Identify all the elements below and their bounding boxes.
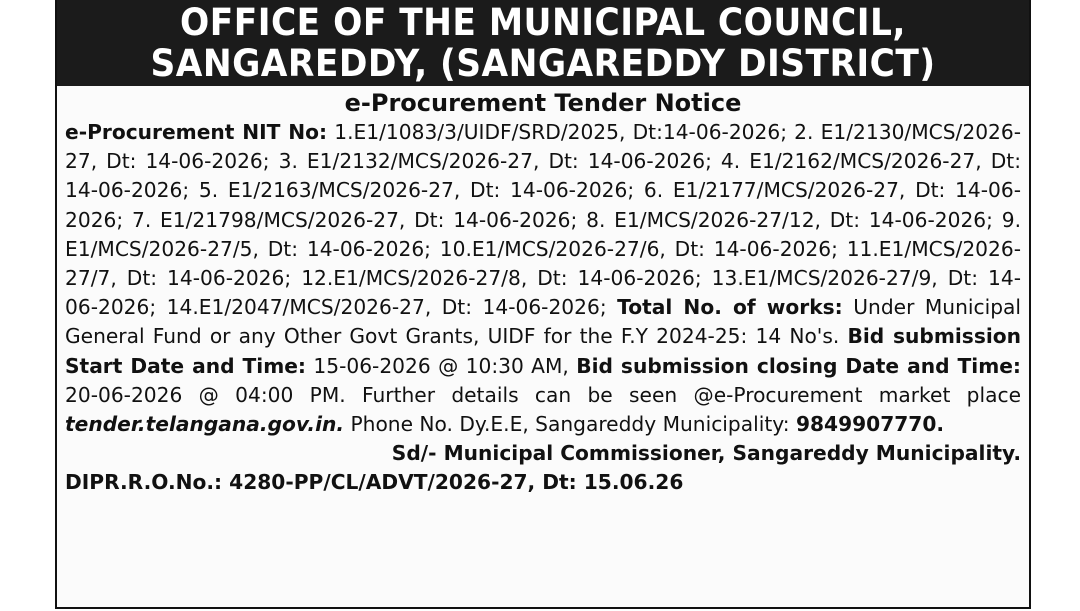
tender-notice (55, 0, 1031, 609)
bid-start-value: 15-06-2026 @ 10:30 AM, (313, 353, 569, 378)
bid-start-label: Bid submission Start Date and Time: (65, 324, 1021, 378)
works-text: Under Municipal General Fund or any Other Govt Grants, UIDF for the F.Y 2024-25: 14 No's. (65, 295, 1021, 349)
phone-number: 9849907770. (795, 412, 945, 437)
office-heading-line1: OFFICE OF THE MUNICIPAL COUNCIL, (180, 1, 906, 44)
bid-closing-value: 20-06-2026 @ 04:00 PM. Further details can be seen @e-Procurement market place (65, 382, 1021, 407)
notice-title: e-Procurement Tender Notice (344, 89, 742, 117)
bid-closing-label: Bid submission closing Date and Time: (576, 353, 1021, 378)
nit-list: 1.E1/1083/3/UIDF/SRD/2025, Dt:14-06-2026; 2. E1/2130/MCS/2026-27, Dt: 14-06-2026; 3. E1/2132/MCS/2026-27, Dt: 14-06-2026; 4. E1/2162/MCS/2026-27, Dt: 14-06-2026; 5. E1/2163/MCS/2026-27, Dt: 14-06-2026; 6. E1/2177/MCS/2026-27, Dt: 14-06-2026; 7. E1/21798/MCS/2026-27, Dt: 14-06-2026; 8. E1/MCS/2026-27/12, Dt: 14-06-2026; 9. E1/MCS/2026-27/5, Dt: 14-06-2026; 10.E1/MCS/2026-27/6, Dt: 14-06-2026; 11.E1/MCS/2026-27/7, Dt: 14-06-2026; 12.E1/MCS/2026-27/8, Dt: 14-06-2026; 13.E1/MCS/2026-27/9, Dt: 14-06-2026; 14.E1/2047/MCS/2026-27, Dt: 14-06-2026; (65, 120, 1022, 320)
signature: Sd/- Municipal Commissioner, Sangareddy Municipality. (391, 441, 1021, 466)
works-label: Total No. of works: (617, 295, 843, 320)
tender-website: tender.telangana.gov.in. (65, 412, 345, 437)
office-heading-line2: SANGAREDDY, (SANGAREDDY DISTRICT) (150, 42, 936, 85)
nit-label: e-Procurement NIT No: (65, 120, 328, 144)
header-band (57, 0, 1029, 86)
notice-body (57, 118, 1029, 439)
phone-text: Phone No. Dy.E.E, Sangareddy Municipality: (350, 412, 790, 437)
dipr-release-number: DIPR.R.O.No.: 4280-PP/CL/ADVT/2026-27, Dt: 15.06.26 (65, 470, 684, 495)
